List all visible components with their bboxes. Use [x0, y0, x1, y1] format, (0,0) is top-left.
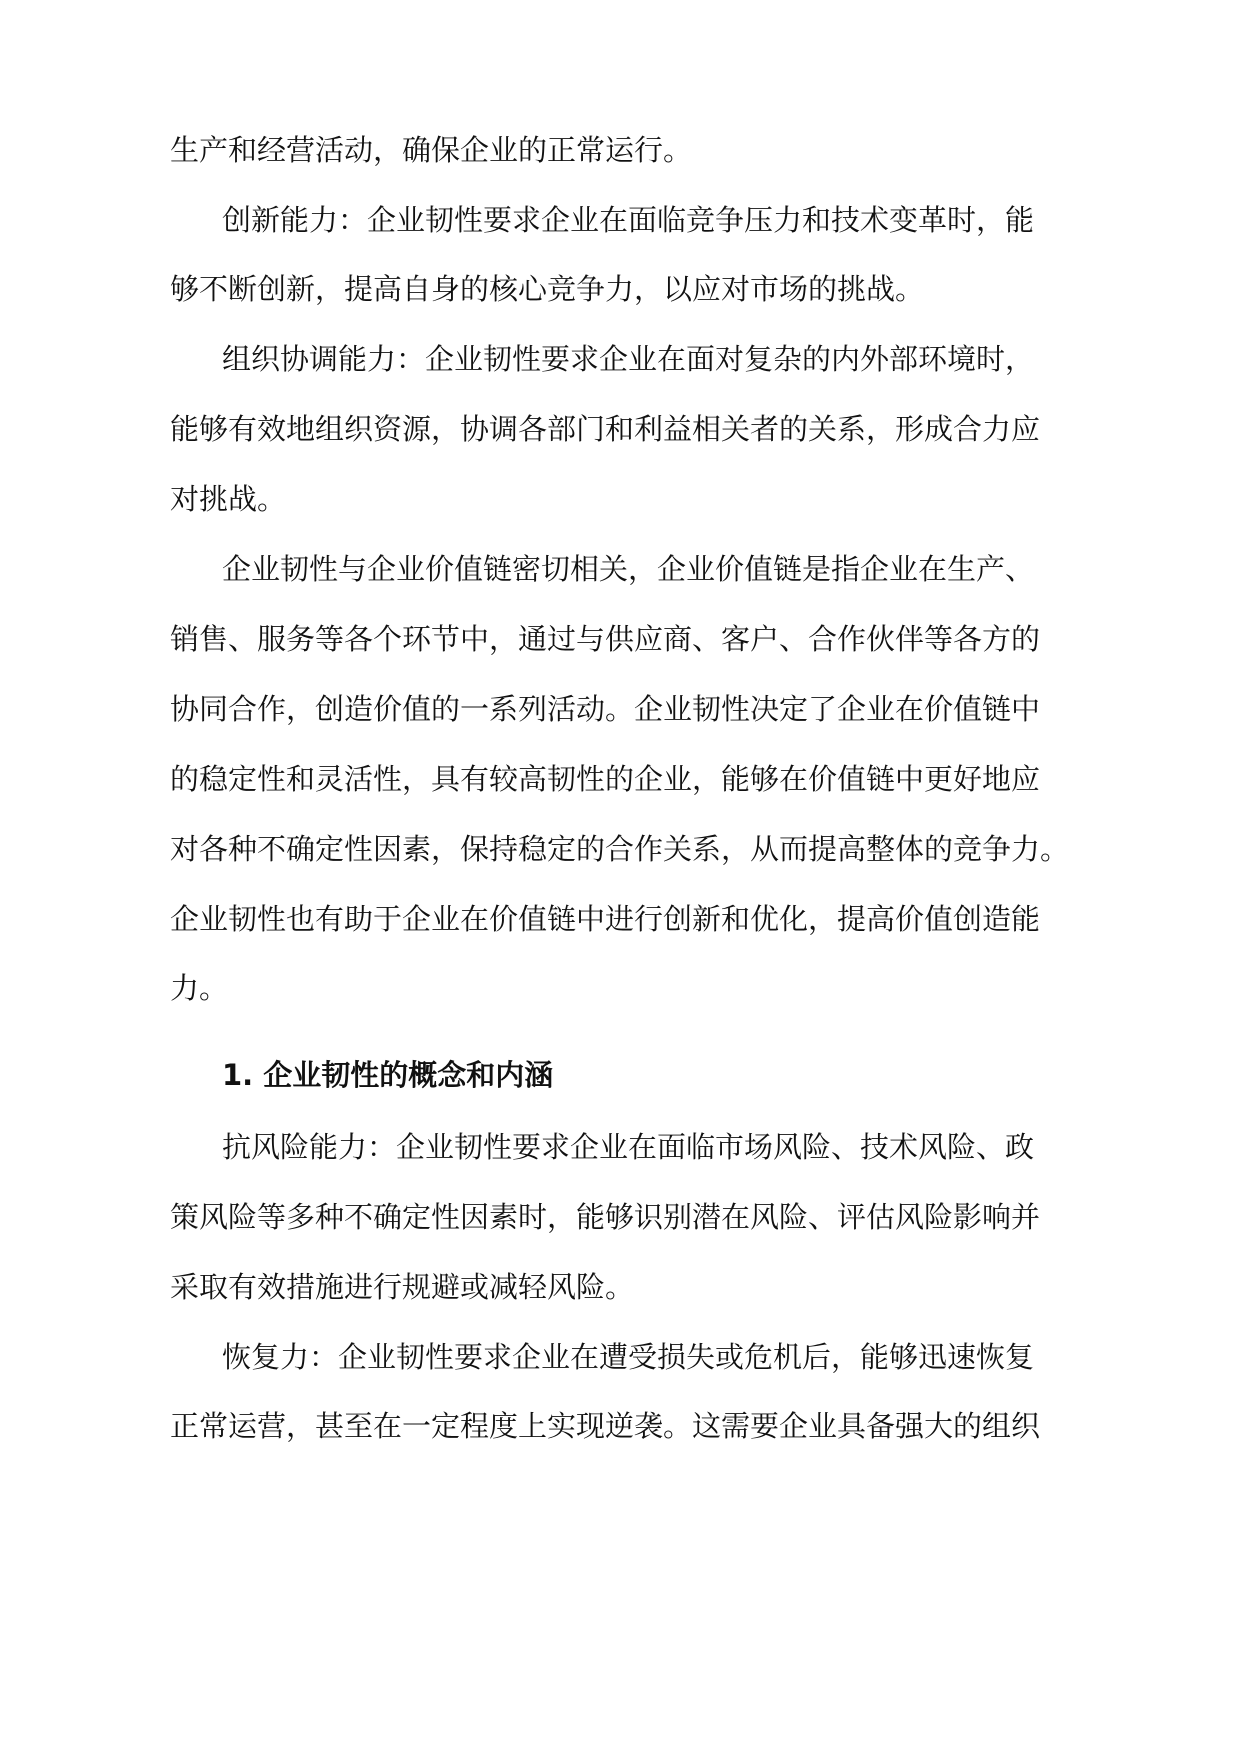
text-line: 力。	[170, 971, 229, 1005]
text-line: 协同合作，创造价值的一系列活动。企业韧性决定了企业在价值链中	[170, 692, 1041, 726]
text-line: 销售、服务等各个环节中，通过与供应商、客户、合作伙伴等各方的	[170, 622, 1041, 656]
text-line: 够不断创新，提高自身的核心竞争力，以应对市场的挑战。	[170, 272, 925, 306]
text-line: 能够有效地组织资源，协调各部门和利益相关者的关系，形成合力应	[170, 412, 1041, 446]
section-heading: 1. 企业韧性的概念和内涵	[222, 1058, 554, 1092]
text-line: 生产和经营活动，确保企业的正常运行。	[170, 133, 693, 167]
text-line: 创新能力：企业韧性要求企业在面临竞争压力和技术变革时，能	[222, 203, 1035, 237]
text-line: 企业韧性与企业价值链密切相关，企业价值链是指企业在生产、	[222, 552, 1035, 586]
text-line: 恢复力：企业韧性要求企业在遭受损失或危机后，能够迅速恢复	[222, 1340, 1035, 1374]
text-line: 对挑战。	[170, 482, 287, 516]
text-line: 的稳定性和灵活性，具有较高韧性的企业，能够在价值链中更好地应	[170, 762, 1041, 796]
text-line: 企业韧性也有助于企业在价值链中进行创新和优化，提高价值创造能	[170, 902, 1041, 936]
text-line: 采取有效措施进行规避或减轻风险。	[170, 1270, 635, 1304]
text-line: 对各种不确定性因素，保持稳定的合作关系，从而提高整体的竞争力。	[170, 832, 1070, 866]
text-line: 策风险等多种不确定性因素时，能够识别潜在风险、评估风险影响并	[170, 1200, 1041, 1234]
text-line: 正常运营，甚至在一定程度上实现逆袭。这需要企业具备强大的组织	[170, 1409, 1041, 1443]
text-line: 抗风险能力：企业韧性要求企业在面临市场风险、技术风险、政	[222, 1130, 1035, 1164]
text-line: 组织协调能力：企业韧性要求企业在面对复杂的内外部环境时，	[222, 342, 1035, 376]
